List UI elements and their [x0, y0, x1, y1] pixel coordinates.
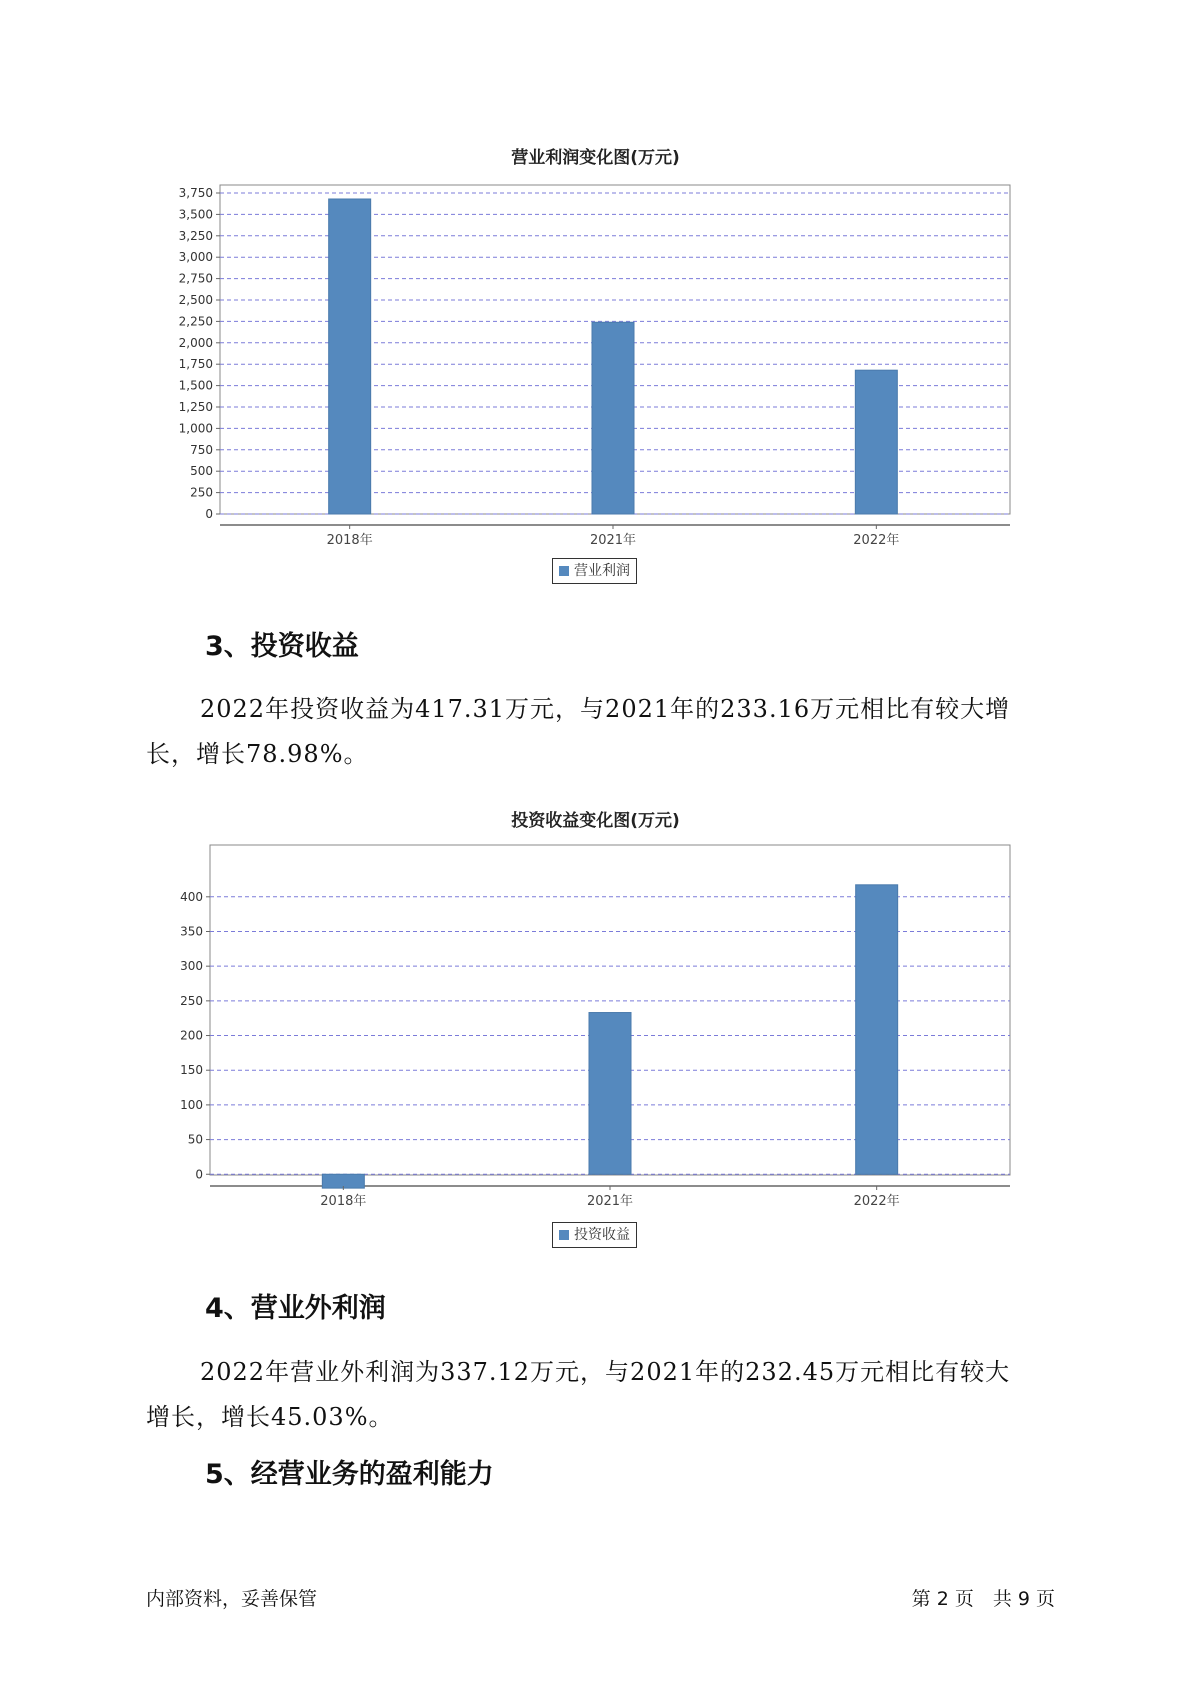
y-tick-label: 100: [180, 1097, 203, 1112]
y-tick-label: 50: [187, 1132, 203, 1147]
bar: [329, 199, 371, 514]
y-tick-label: 400: [180, 889, 203, 904]
chart-svg: [0, 0, 1191, 600]
y-tick-label: 2,500: [178, 293, 213, 307]
y-tick-label: 2,000: [178, 335, 213, 350]
chart-operating-profit: [0, 0, 1191, 600]
chart-legend: [552, 558, 637, 584]
y-tick-label: 3,000: [178, 250, 213, 265]
y-tick-label: 1,750: [178, 357, 213, 372]
y-tick-label: 500: [190, 464, 213, 479]
legend-label: 投资收益: [574, 1227, 630, 1243]
y-tick-label: 3,750: [178, 186, 213, 200]
y-tick-label: 1,500: [178, 378, 213, 393]
y-tick-label: 200: [180, 1028, 203, 1043]
paragraph-line: 增长，增长45.03%。: [146, 1403, 394, 1431]
y-tick-label: 150: [180, 1063, 203, 1078]
paragraph-line: 长，增长78.98%。: [146, 740, 369, 768]
x-tick-label: 2022年: [853, 533, 900, 548]
section-heading: 3、投资收益: [205, 631, 359, 662]
bar: [855, 370, 897, 514]
legend-label: 营业利润: [574, 563, 630, 579]
paragraph-line: 2022年营业外利润为337.12万元，与2021年的232.45万元相比有较大: [200, 1358, 1011, 1386]
chart-title: 营业利润变化图(万元): [511, 148, 680, 168]
x-tick-label: 2018年: [320, 1194, 367, 1209]
y-tick-label: 2,250: [178, 314, 213, 329]
y-tick-label: 2,750: [178, 271, 213, 286]
paragraph-line: 2022年投资收益为417.31万元，与2021年的233.16万元相比有较大增: [200, 695, 1011, 723]
footer-page-number: 第 2 页 共 9 页: [911, 1588, 1055, 1610]
x-tick-label: 2022年: [853, 1194, 900, 1209]
y-tick-label: 3,250: [178, 228, 213, 243]
bar: [589, 1013, 631, 1175]
bar: [592, 322, 634, 514]
section-heading: 5、经营业务的盈利能力: [205, 1459, 494, 1490]
chart-investment-income: [0, 600, 1191, 1260]
y-tick-label: 300: [180, 959, 203, 974]
legend-swatch: [559, 566, 569, 576]
x-tick-label: 2021年: [589, 533, 637, 548]
y-tick-label: 350: [180, 924, 203, 939]
y-tick-label: 3,500: [178, 207, 213, 222]
section-heading: 4、营业外利润: [205, 1293, 386, 1324]
y-tick-label: 250: [190, 485, 213, 500]
y-tick-label: 750: [190, 442, 213, 457]
y-tick-label: 0: [195, 1167, 203, 1182]
legend-swatch: [559, 1230, 569, 1240]
x-tick-label: 2021年: [586, 1194, 634, 1209]
y-tick-label: 0: [205, 507, 213, 521]
chart-svg: [0, 600, 1191, 1260]
chart-title: 投资收益变化图(万元): [511, 811, 680, 831]
y-tick-label: 1,250: [178, 400, 213, 414]
section-paragraph: [146, 1350, 1046, 1440]
footer-left: 内部资料，妥善保管: [146, 1588, 318, 1610]
bar: [856, 885, 898, 1174]
y-tick-label: 250: [180, 993, 203, 1008]
x-tick-label: 2018年: [326, 533, 373, 548]
y-tick-label: 1,000: [178, 421, 213, 436]
chart-legend: [552, 1222, 637, 1248]
